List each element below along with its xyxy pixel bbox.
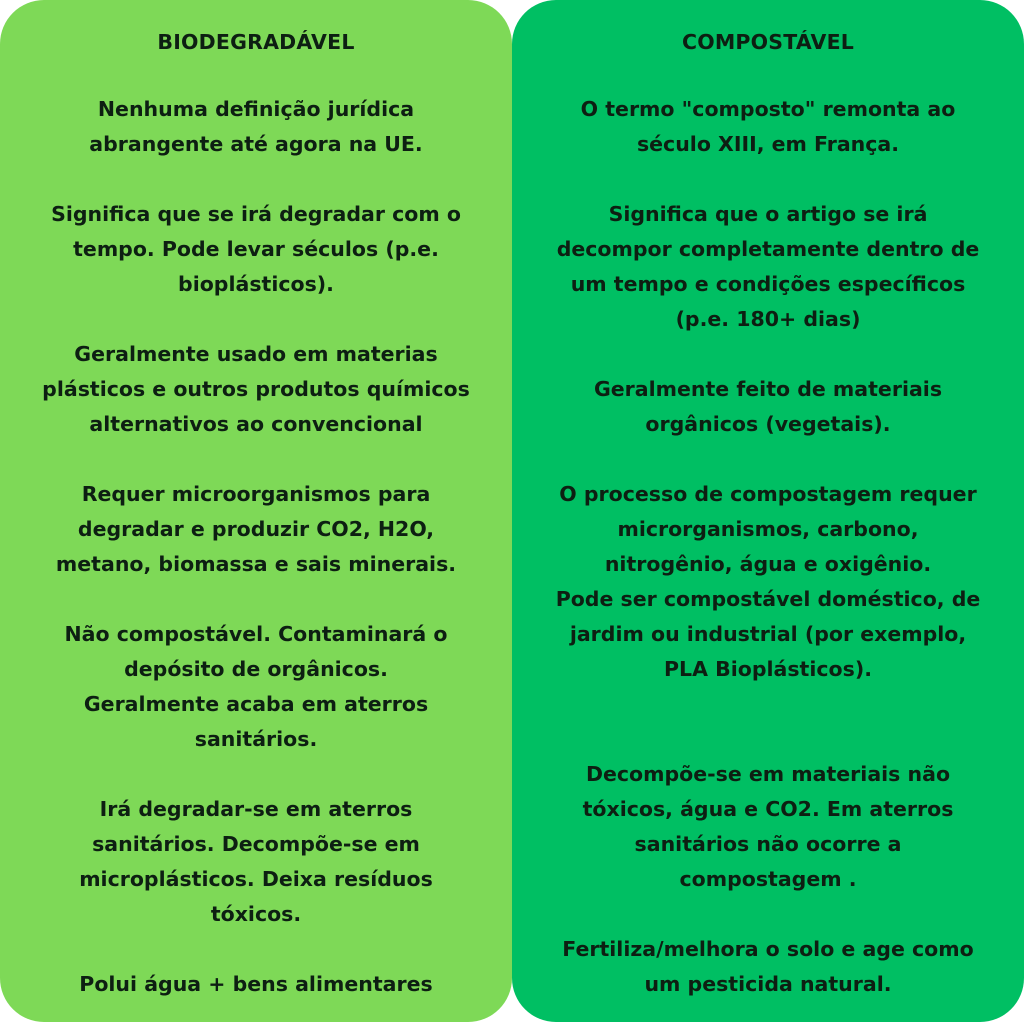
- point-text-line: O processo de compostagem requer: [559, 482, 977, 506]
- left-point-2: [0, 197, 512, 302]
- biodegradable-heading: BIODEGRADÁVEL: [157, 30, 355, 54]
- point-text-line: Pode ser compostável doméstico, de: [555, 587, 981, 611]
- left-point-5: [0, 617, 512, 757]
- point-text-line: sanitários.: [194, 727, 318, 751]
- point-text-line: sanitários não ocorre a: [634, 832, 902, 856]
- point-text-line: microplásticos. Deixa resíduos: [79, 867, 433, 891]
- point-text-line: (p.e. 180+ dias): [675, 307, 861, 331]
- right-point-2: [512, 197, 1024, 337]
- right-point-5: [512, 582, 1024, 687]
- point-text-line: Geralmente usado em materias: [74, 342, 438, 366]
- point-text-line: Significa que o artigo se irá: [608, 202, 928, 226]
- left-point-3: [0, 337, 512, 442]
- biodegradable-panel: [0, 0, 512, 1022]
- left-point-6: [0, 792, 512, 932]
- point-text-line: tempo. Pode levar séculos (p.e.: [73, 237, 439, 261]
- point-text-line: microrganismos, carbono,: [617, 517, 919, 541]
- point-text-line: O termo "composto" remonta ao: [580, 97, 956, 121]
- compostable-heading: COMPOSTÁVEL: [681, 30, 855, 54]
- left-point-4: [0, 477, 512, 582]
- point-text-line: um pesticida natural.: [644, 972, 892, 996]
- compostable-panel: [512, 0, 1024, 1022]
- point-text-line: depósito de orgânicos.: [124, 657, 388, 681]
- point-text-line: jardim ou industrial (por exemplo,: [569, 622, 967, 646]
- point-text-line: Decompõe-se em materiais não: [585, 762, 951, 786]
- point-text-line: abrangente até agora na UE.: [89, 132, 423, 156]
- point-text-line: metano, biomassa e sais minerais.: [55, 552, 457, 576]
- point-text-line: Polui água + bens alimentares: [79, 972, 433, 996]
- point-text-line: degradar e produzir CO2, H2O,: [77, 517, 435, 541]
- right-point-1: [512, 92, 1024, 162]
- right-point-7: [512, 932, 1024, 1002]
- point-text-line: um tempo e condições específicos: [570, 272, 966, 296]
- point-text-line: Requer microorganismos para: [81, 482, 431, 506]
- right-point-3: [512, 372, 1024, 442]
- point-text-line: decompor completamente dentro de: [556, 237, 980, 261]
- point-text-line: nitrogênio, água e oxigênio.: [604, 552, 932, 576]
- point-text-line: alternativos ao convencional: [89, 412, 423, 436]
- point-text-line: Significa que se irá degradar com o: [51, 202, 461, 226]
- point-text-line: compostagem .: [679, 867, 857, 891]
- right-point-4: [512, 477, 1024, 582]
- point-text-line: Geralmente feito de materiais: [593, 377, 943, 401]
- point-text-line: Não compostável. Contaminará o: [64, 622, 448, 646]
- point-text-line: Geralmente acaba em aterros: [83, 692, 429, 716]
- point-text-line: plásticos e outros produtos químicos: [42, 377, 470, 401]
- point-text-line: século XIII, em França.: [636, 132, 900, 156]
- right-point-6: [512, 757, 1024, 897]
- point-text-line: tóxicos.: [210, 902, 302, 926]
- point-text-line: orgânicos (vegetais).: [645, 412, 891, 436]
- point-text-line: tóxicos, água e CO2. Em aterros: [582, 797, 954, 821]
- point-text-line: bioplásticos).: [178, 272, 334, 296]
- point-text-line: Fertiliza/melhora o solo e age como: [562, 937, 974, 961]
- point-text-line: sanitários. Decompõe-se em: [92, 832, 420, 856]
- left-point-1: [0, 92, 512, 162]
- point-text-line: PLA Bioplásticos).: [664, 657, 872, 681]
- point-text-line: Irá degradar-se em aterros: [99, 797, 413, 821]
- point-text-line: Nenhuma definição jurídica: [97, 97, 415, 121]
- left-point-7: [0, 967, 512, 1002]
